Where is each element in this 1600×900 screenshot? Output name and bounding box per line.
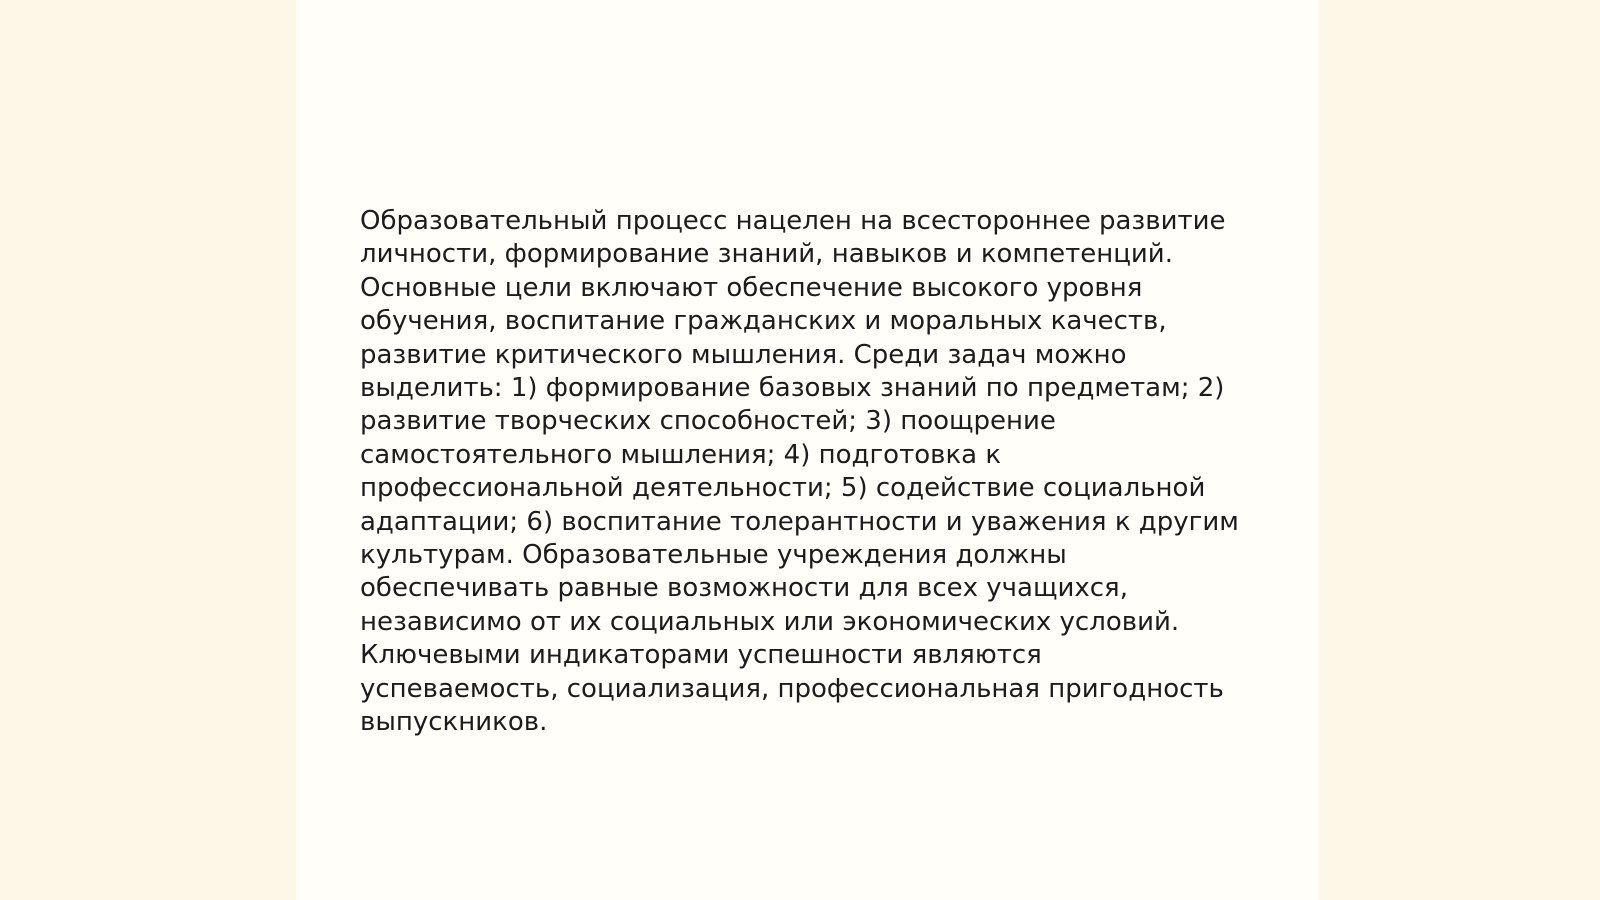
slide [296, 0, 1318, 900]
body-paragraph: Образовательный процесс нацелен на всестороннее развитие личности, формирование знаний, навыков и компетенций. Основные цели включают обеспечение высокого уровня обучения, воспитание гражданских и моральных качеств, развитие критического мышления. Среди задач можно выделить: 1) формирование базовых знаний по предметам; 2) развитие творческих способностей; 3) поощрение самостоятельного мышления; 4) подготовка к профессиональной деятельности; 5) содействие социальной адаптации; 6) воспитание толерантности и уважения к другим культурам. Образовательные учреждения должны обеспечивать равные возможности для всех учащихся, независимо от их социальных или экономических условий. Ключевыми индикаторами успешности являются успеваемость, социализация, профессиональная пригодность выпускников. [360, 206, 1239, 738]
